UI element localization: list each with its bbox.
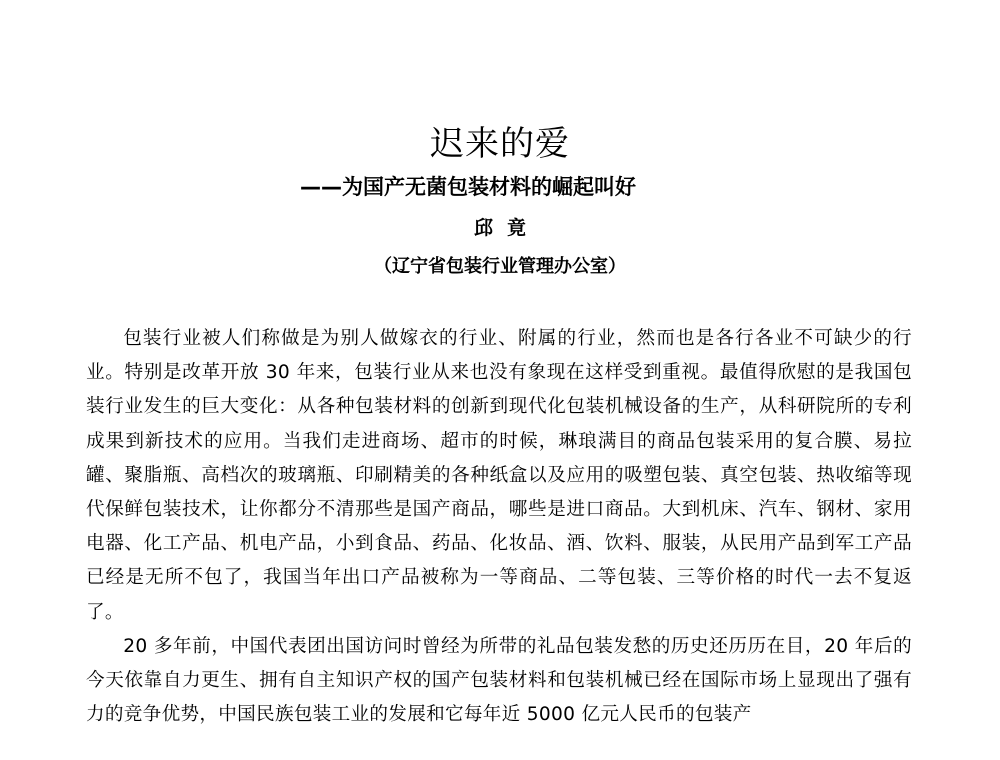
author-affiliation: （辽宁省包装行业管理办公室） <box>374 256 626 277</box>
article-subtitle: ——为国产无菌包装材料的崛起叫好 <box>300 175 636 199</box>
article-title: 迟来的爱 <box>430 124 570 164</box>
body-paragraph-1: 包装行业被人们称做是为别人做嫁衣的行业、附属的行业，然而也是各行各业不可缺少的行业。特别是改革开放 30 年来，包装行业从来也没有象现在这样受到重视。最值得欣慰的是我国包装行业发生的巨大变化：从各种包装材料的创新到现代化包装机械设备的生产，从科研院所的专利成果到新技术的应用。当我们走进商场、超市的时候，琳琅满目的商品包装采用的复合膜、易拉罐、聚脂瓶、高档次的玻璃瓶、印刷精美的各种纸盒以及应用的吸塑包装、真空包装、热收缩等现代保鲜包装技术，让你都分不清那些是国产商品，哪些是进口商品。大到机床、汽车、钢材、家用电器、化工产品、机电产品，小到食品、药品、化妆品、酒、饮料、服装，从民用产品到军工产品已经是无所不包了，我国当年出口产品被称为一等商品、二等包装、三等价格的时代一去不复返了。 <box>86 328 912 623</box>
body-paragraph-2: 20 多年前，中国代表团出国访问时曾经为所带的礼品包装发愁的历史还历历在目，20 年后的今天依靠自力更生、拥有自主知识产权的国产包装材料和包装机械已经在国际市场上显现出了强有力的竞争优势，中国民族包装工业的发展和它每年近 5000 亿元人民币的包装产 <box>86 635 912 726</box>
article-body <box>86 322 912 732</box>
article-author: 邱竟 <box>473 217 540 239</box>
